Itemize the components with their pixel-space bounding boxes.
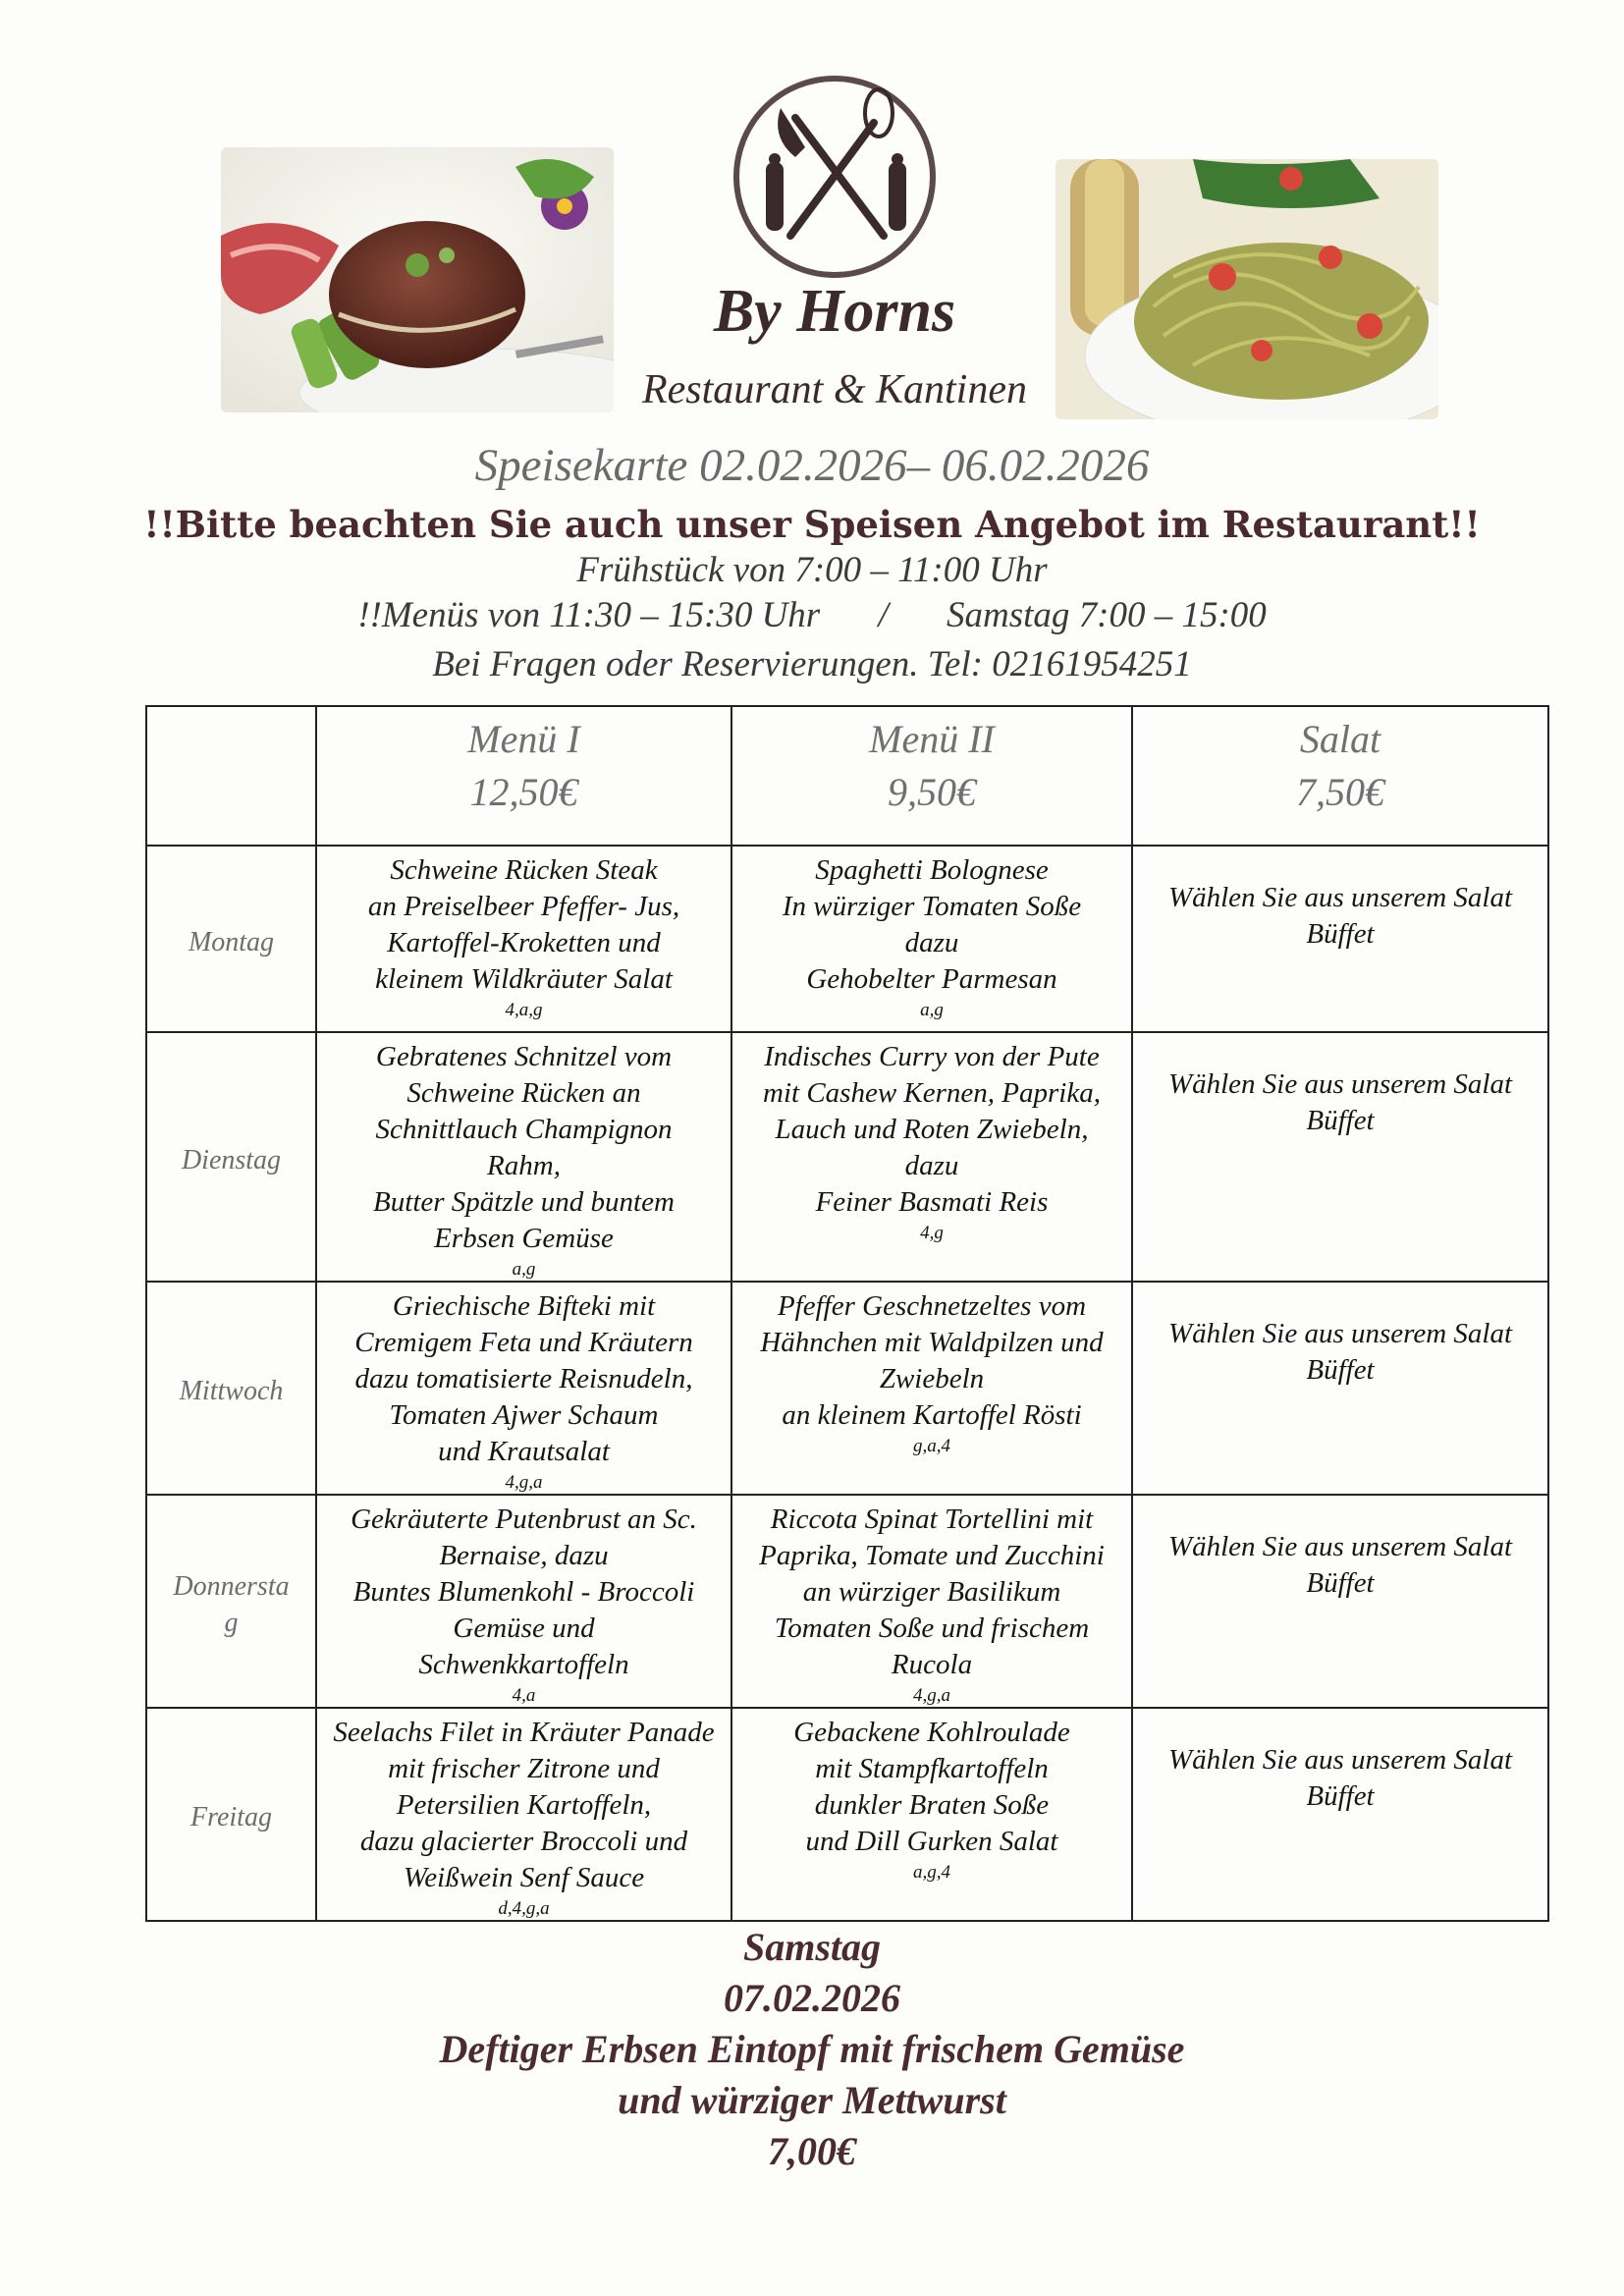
menu1-line: kleinem Wildkräuter Salat: [375, 963, 673, 995]
day-cell: Mittwoch: [146, 1282, 316, 1495]
salat-line: Wählen Sie aus unserem Salat: [1167, 1744, 1513, 1776]
menu2-line: Riccota Spinat Tortellini mit: [770, 1503, 1094, 1535]
menu2-line: Gehobelter Parmesan: [806, 963, 1057, 995]
salat-name: Salat: [1299, 717, 1381, 761]
steak-photo: [221, 147, 614, 412]
salat-cell: [1132, 846, 1548, 1032]
menu2-line: Rucola: [891, 1649, 973, 1680]
header-empty-cell: [146, 706, 316, 846]
menu1-line: Erbsen Gemüse: [434, 1223, 614, 1254]
menu1-line: Cremigem Feta und Kräutern: [354, 1327, 693, 1358]
menu1-line: an Preiselbeer Pfeffer- Jus,: [367, 891, 680, 922]
table-row: [146, 1282, 1548, 1495]
salat-line: Wählen Sie aus unserem Salat: [1167, 1531, 1513, 1562]
menu2-line: an kleinem Kartoffel Rösti: [782, 1399, 1082, 1431]
saturday-dish-line1: Deftiger Erbsen Eintopf mit frischem Gemüse: [439, 2027, 1185, 2071]
menu2-cell: [731, 1282, 1132, 1495]
salat-line: Wählen Sie aus unserem Salat: [1167, 1068, 1513, 1100]
menu1-cell: [316, 1708, 731, 1921]
menu2-line: Spaghetti Bolognese: [815, 854, 1049, 886]
menu2-allergens: 4,g,a: [913, 1685, 950, 1706]
menu2-line: Hähnchen mit Waldpilzen und: [760, 1327, 1104, 1358]
menu-title: Speisekarte 02.02.2026– 06.02.2026: [474, 440, 1150, 491]
menu2-price: 9,50€: [888, 770, 976, 814]
menu1-line: Weißwein Senf Sauce: [403, 1862, 645, 1893]
menu1-line: Bernaise, dazu: [439, 1540, 609, 1571]
menu2-line: Feiner Basmati Reis: [815, 1186, 1049, 1218]
salat-line: Büffet: [1306, 918, 1375, 950]
menu1-name: Menü I: [467, 717, 580, 761]
salat-line: Büffet: [1306, 1354, 1375, 1386]
menu2-allergens: a,g,4: [913, 1862, 950, 1883]
logo-emblem: [727, 69, 943, 285]
table-row: [146, 1495, 1548, 1708]
menu2-allergens: a,g: [920, 1000, 944, 1020]
menu2-line: dazu: [904, 1150, 959, 1181]
menu2-cell: [731, 1032, 1132, 1282]
menu2-cell: [731, 1495, 1132, 1708]
menu2-line: Pfeffer Geschnetzeltes vom: [777, 1290, 1087, 1322]
menu1-allergens: d,4,g,a: [498, 1898, 550, 1919]
salat-cell: [1132, 1032, 1548, 1282]
menu1-cell: [316, 846, 731, 1032]
menu1-line: Gekräuterte Putenbrust an Sc.: [351, 1503, 697, 1535]
salat-line: Wählen Sie aus unserem Salat: [1167, 1318, 1513, 1349]
menu2-allergens: 4,g: [920, 1223, 944, 1243]
menu1-line: Tomaten Ajwer Schaum: [389, 1399, 659, 1431]
saturday-date: 07.02.2026: [724, 1976, 900, 2020]
saturday-hours-text: Samstag 7:00 – 15:00: [946, 595, 1267, 635]
salat-line: Wählen Sie aus unserem Salat: [1167, 882, 1513, 913]
menu2-line: und Dill Gurken Salat: [805, 1826, 1058, 1857]
menu2-line: mit Cashew Kernen, Paprika,: [763, 1077, 1101, 1109]
restaurant-notice: !!Bitte beachten Sie auch unser Speisen Angebot im Restaurant!!: [143, 503, 1481, 546]
menu1-line: Gebratenes Schnitzel vom: [375, 1041, 673, 1072]
menu2-line: an würziger Basilikum: [802, 1576, 1061, 1608]
menu2-line: mit Stampfkartoffeln: [815, 1753, 1049, 1784]
day-cell: Dienstag: [146, 1032, 316, 1282]
menu1-line: Butter Spätzle und buntem: [373, 1186, 675, 1218]
spaghetti-photo: [1056, 159, 1438, 419]
brand-subtitle: Restaurant & Kantinen: [642, 367, 1027, 412]
menu1-cell: [316, 1495, 731, 1708]
salat-line: Büffet: [1306, 1780, 1375, 1812]
menu2-line: Indisches Curry von der Pute: [764, 1041, 1100, 1072]
saturday-dish-line2: und würziger Mettwurst: [618, 2078, 1006, 2122]
breakfast-hours: Frühstück von 7:00 – 11:00 Uhr: [576, 550, 1048, 590]
menu2-name: Menü II: [869, 717, 995, 761]
menu1-cell: [316, 1032, 731, 1282]
menu1-line: mit frischer Zitrone und: [388, 1753, 660, 1784]
menu1-line: Griechische Bifteki mit: [392, 1290, 656, 1322]
menu2-line: dunkler Braten Soße: [814, 1789, 1050, 1821]
menu2-cell: [731, 846, 1132, 1032]
menu2-line: In würziger Tomaten Soße: [782, 891, 1082, 922]
menu1-line: Schwenkkartoffeln: [418, 1649, 629, 1680]
contact-line: Bei Fragen oder Reservierungen. Tel: 02161954251: [432, 644, 1192, 684]
menu1-allergens: 4,g,a: [505, 1472, 543, 1493]
menu1-line: Schnittlauch Champignon: [375, 1114, 673, 1145]
header-salat: [1132, 706, 1548, 846]
menu2-cell: [731, 1708, 1132, 1921]
table-row: [146, 1032, 1548, 1282]
menu1-line: dazu glacierter Broccoli und: [359, 1826, 688, 1857]
menu1-line: Seelachs Filet in Kräuter Panade: [333, 1717, 715, 1748]
menu-rows: [146, 846, 1548, 1921]
day-cell: Donnersta g: [146, 1495, 316, 1708]
menu-hours: [0, 593, 1624, 638]
menu1-line: Schweine Rücken an: [406, 1077, 641, 1109]
salat-line: Büffet: [1306, 1567, 1375, 1599]
salat-cell: [1132, 1495, 1548, 1708]
menu2-line: dazu: [904, 927, 959, 958]
header-menu1: [316, 706, 731, 846]
table-row: [146, 846, 1548, 1032]
table-row: [146, 1708, 1548, 1921]
menu2-line: Paprika, Tomate und Zucchini: [759, 1540, 1105, 1571]
salat-cell: [1132, 1708, 1548, 1921]
menu1-line: Gemüse und: [453, 1613, 595, 1644]
hours-separator: /: [878, 595, 889, 635]
header-menu2: [731, 706, 1132, 846]
menu2-line: Tomaten Soße und frischem: [774, 1613, 1090, 1644]
table-header-row: [146, 706, 1548, 846]
saturday-price: 7,00€: [768, 2129, 856, 2173]
menu1-line: Schweine Rücken Steak: [390, 854, 658, 886]
menu1-line: und Krautsalat: [438, 1436, 610, 1467]
menu1-line: Petersilien Kartoffeln,: [396, 1789, 652, 1821]
menu1-price: 12,50€: [469, 770, 578, 814]
menu-table: [145, 705, 1549, 1922]
menu1-line: Rahm,: [487, 1150, 561, 1181]
menu1-line: dazu tomatisierte Reisnudeln,: [354, 1363, 693, 1394]
menu1-allergens: 4,a: [512, 1685, 536, 1706]
menu1-line: Kartoffel-Kroketten und: [387, 927, 661, 958]
menu1-allergens: a,g: [512, 1259, 536, 1280]
menu1-allergens: 4,a,g: [505, 1000, 543, 1020]
saturday-label: Samstag: [742, 1925, 882, 1969]
salat-cell: [1132, 1282, 1548, 1495]
menus-hours-text: !!Menüs von 11:30 – 15:30 Uhr: [357, 595, 821, 635]
menu1-cell: [316, 1282, 731, 1495]
menu2-allergens: g,a,4: [913, 1436, 950, 1456]
day-cell: Montag: [146, 846, 316, 1032]
day-cell: Freitag: [146, 1708, 316, 1921]
menu2-line: Lauch und Roten Zwiebeln,: [775, 1114, 1089, 1145]
salat-line: Büffet: [1306, 1105, 1375, 1136]
menu2-line: Zwiebeln: [879, 1363, 985, 1394]
menu1-line: Buntes Blumenkohl - Broccoli: [352, 1576, 695, 1608]
menu2-line: Gebackene Kohlroulade: [793, 1717, 1070, 1748]
brand-name: By Horns: [713, 278, 956, 345]
salat-price: 7,50€: [1296, 770, 1384, 814]
